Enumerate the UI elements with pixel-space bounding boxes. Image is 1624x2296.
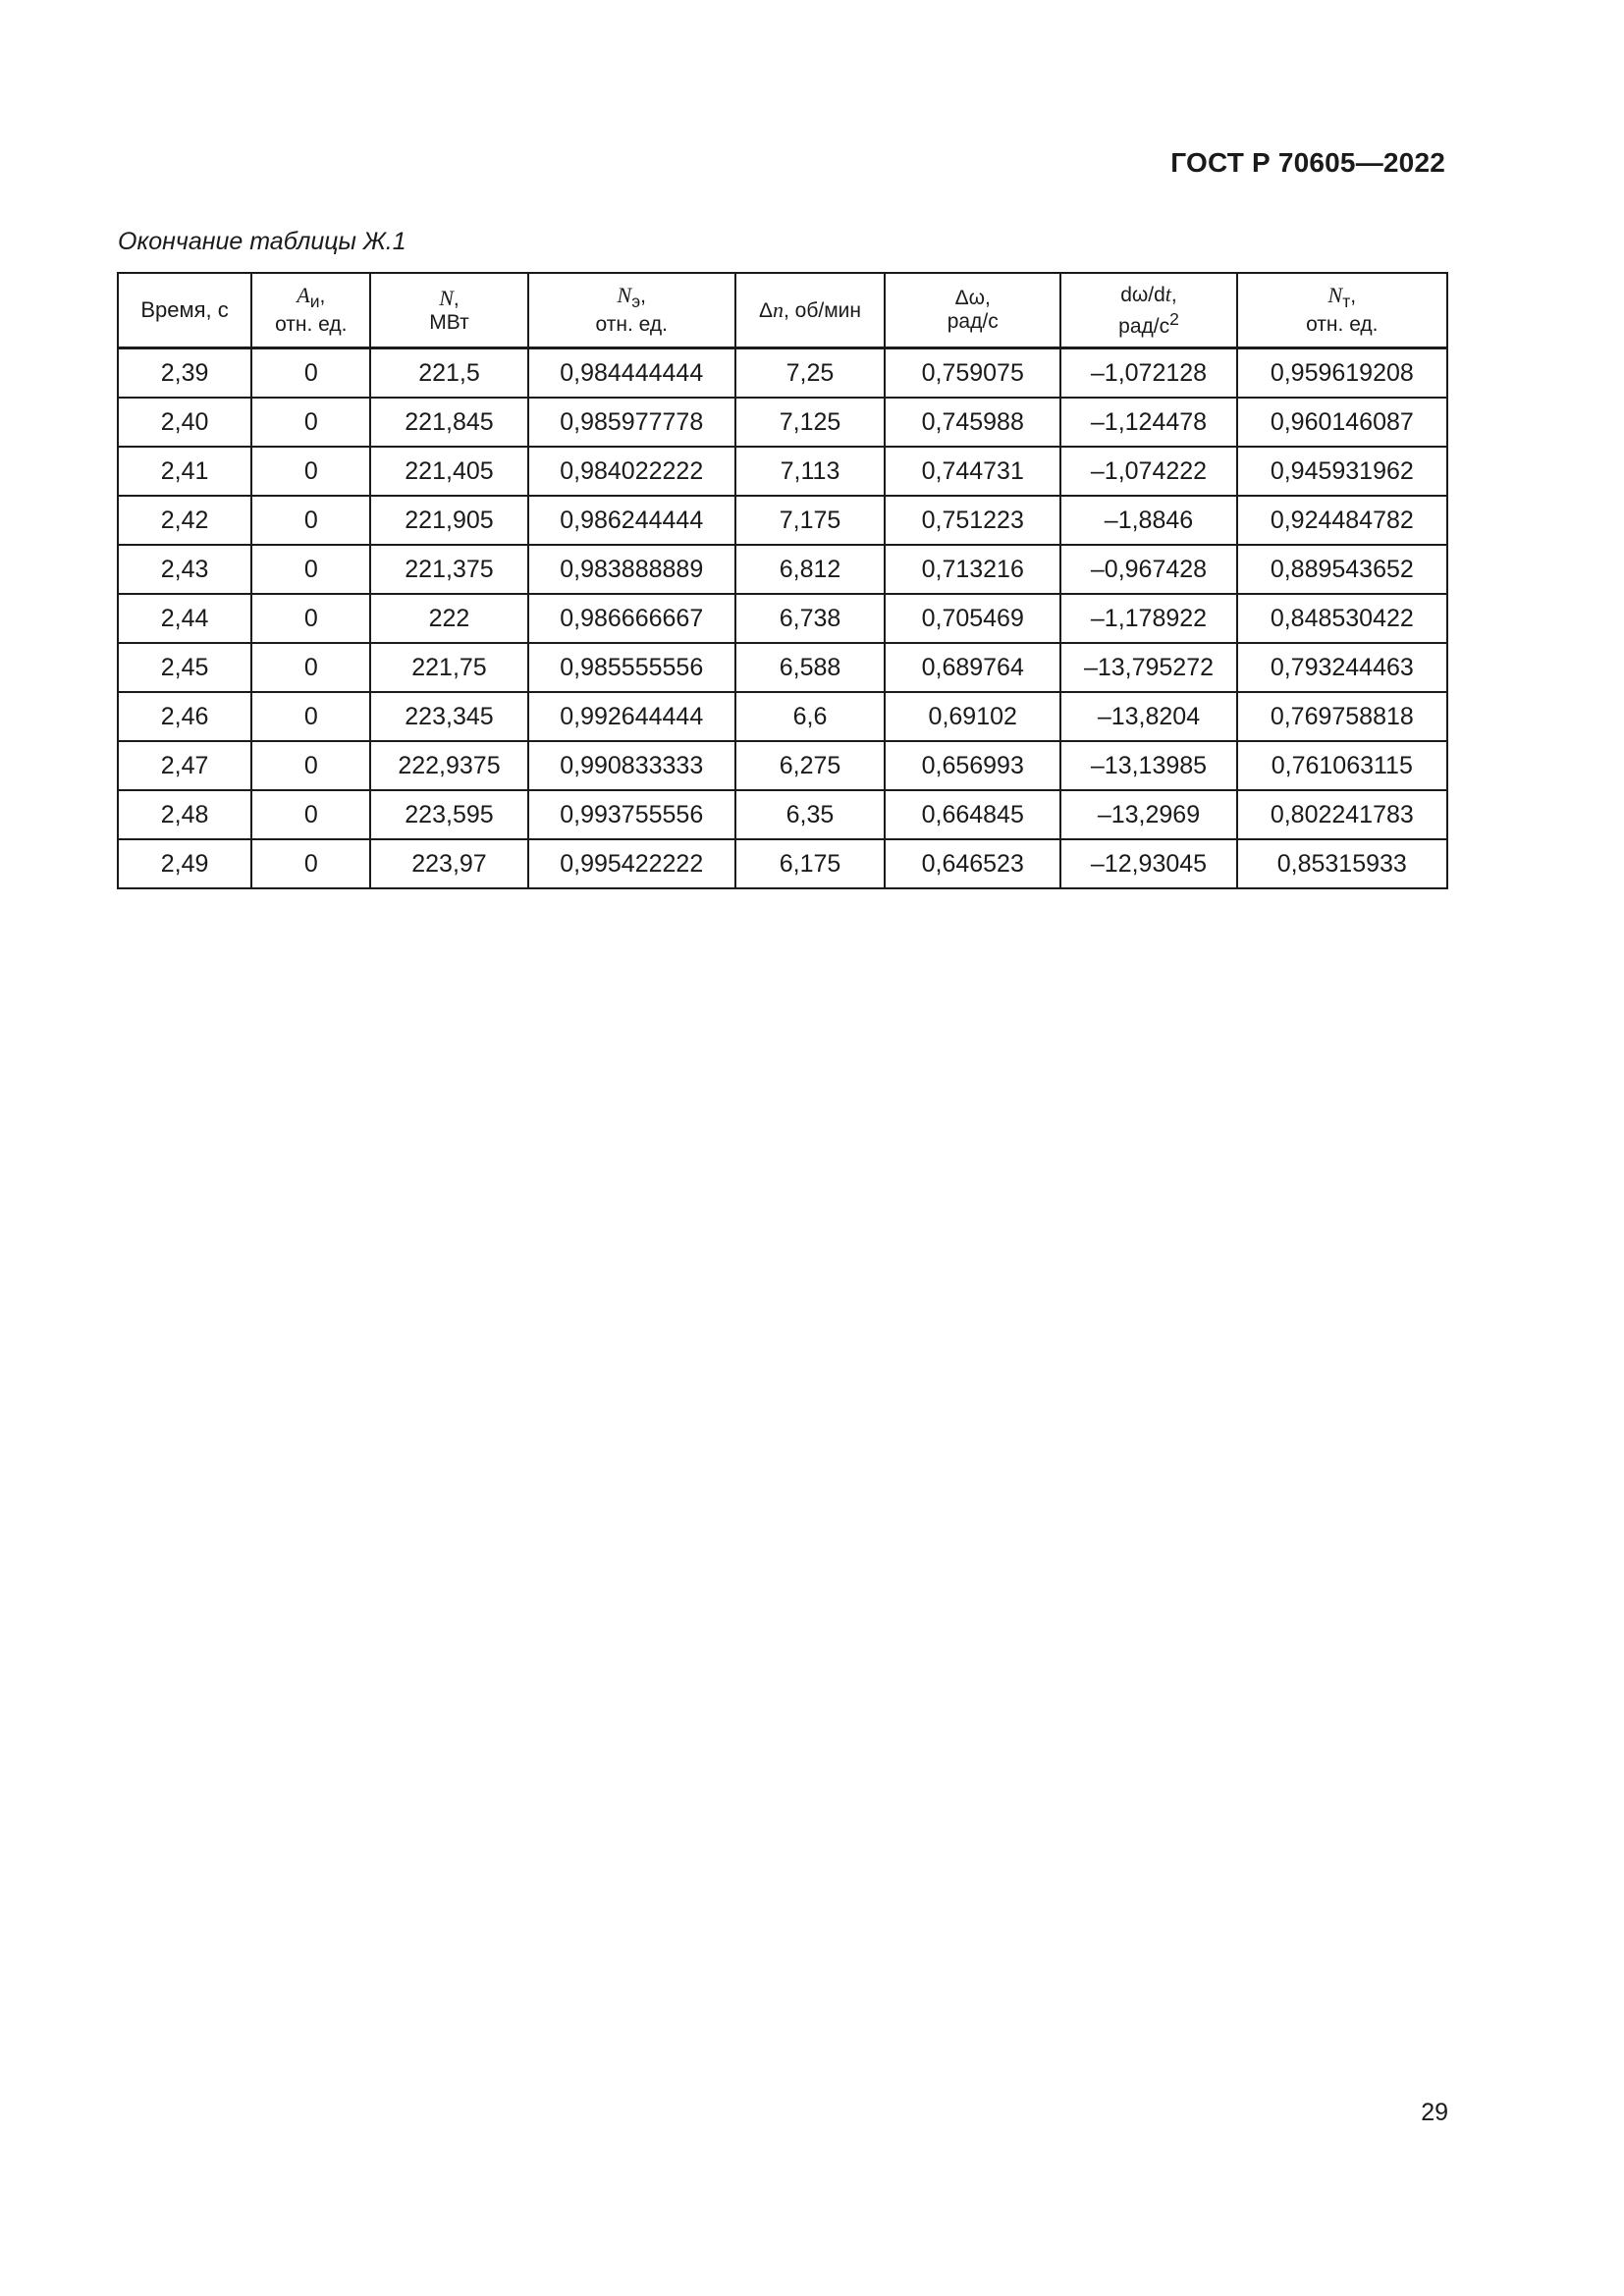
col-header-n-t (1237, 273, 1447, 348)
col-header-a-i-symbol: A (297, 282, 310, 307)
table-cell: 0 (251, 692, 370, 741)
table-cell: 0 (251, 790, 370, 839)
table-cell: 2,41 (118, 447, 251, 496)
table-row (118, 398, 1447, 447)
table-cell: 2,40 (118, 398, 251, 447)
table-cell: 222,9375 (370, 741, 527, 790)
table-cell: 0,69102 (885, 692, 1060, 741)
col-header-a-i-sep: , (319, 284, 326, 307)
table-cell: 0 (251, 839, 370, 888)
table-cell: 0,993755556 (528, 790, 735, 839)
col-header-delta-omega (885, 273, 1060, 348)
table-row (118, 790, 1447, 839)
table-cell: 6,588 (735, 643, 885, 692)
table-cell: 0,802241783 (1237, 790, 1447, 839)
table-cell: 6,812 (735, 545, 885, 594)
table-row (118, 692, 1447, 741)
table-cell: 0,759075 (885, 348, 1060, 399)
table-cell: 221,405 (370, 447, 527, 496)
table-row (118, 594, 1447, 643)
table-cell: 0,960146087 (1237, 398, 1447, 447)
table-cell: 7,113 (735, 447, 885, 496)
table-cell: 2,46 (118, 692, 251, 741)
table-row (118, 839, 1447, 888)
col-header-n (370, 273, 527, 348)
table-cell: 7,125 (735, 398, 885, 447)
col-header-domega-dt-sup: 2 (1169, 308, 1179, 329)
col-header-n-sep: , (453, 287, 460, 310)
col-header-n-e-symbol: N (617, 282, 632, 307)
col-header-delta-n-unit: , об/мин (784, 298, 861, 322)
table-cell: 0,664845 (885, 790, 1060, 839)
col-header-time (118, 273, 251, 348)
table-cell: –0,967428 (1060, 545, 1236, 594)
table-cell: 0 (251, 545, 370, 594)
table-cell: 0,995422222 (528, 839, 735, 888)
col-header-n-e-sep: , (640, 284, 646, 307)
col-header-delta-omega-symbol: Δω, (954, 287, 991, 309)
table-cell: 2,47 (118, 741, 251, 790)
col-header-time-label: Время, с (140, 297, 229, 322)
data-table (117, 272, 1448, 889)
col-header-n-e-unit: отн. ед. (595, 313, 668, 337)
table-cell: 0 (251, 447, 370, 496)
table-cell: –13,13985 (1060, 741, 1236, 790)
col-header-n-e-sub: э (631, 292, 641, 312)
table-cell: 221,5 (370, 348, 527, 399)
table-cell: 0,793244463 (1237, 643, 1447, 692)
col-header-a-i-sub: и (309, 292, 320, 312)
table-cell: 0,992644444 (528, 692, 735, 741)
table-cell: 2,48 (118, 790, 251, 839)
table-cell: 0,751223 (885, 496, 1060, 545)
col-header-a-i-unit: отн. ед. (275, 313, 348, 337)
table-cell: 0,85315933 (1237, 839, 1447, 888)
table-cell: 221,905 (370, 496, 527, 545)
table-cell: 6,35 (735, 790, 885, 839)
table-cell: –12,93045 (1060, 839, 1236, 888)
table-cell: 6,738 (735, 594, 885, 643)
table-cell: 0,744731 (885, 447, 1060, 496)
table-cell: 2,39 (118, 348, 251, 399)
table-row (118, 447, 1447, 496)
table-body (118, 348, 1447, 889)
table-cell: –13,795272 (1060, 643, 1236, 692)
table-cell: 0,959619208 (1237, 348, 1447, 399)
table-cell: 0,745988 (885, 398, 1060, 447)
table-cell: –1,124478 (1060, 398, 1236, 447)
table-cell: 0,761063115 (1237, 741, 1447, 790)
table-cell: 0,889543652 (1237, 545, 1447, 594)
table-cell: 0,986244444 (528, 496, 735, 545)
table-cell: 0,705469 (885, 594, 1060, 643)
table-row (118, 348, 1447, 399)
table-cell: 0,990833333 (528, 741, 735, 790)
table-cell: 6,175 (735, 839, 885, 888)
col-header-delta-n (735, 273, 885, 348)
table-cell: 221,845 (370, 398, 527, 447)
col-header-domega-dt (1060, 273, 1236, 348)
table-cell: 0,689764 (885, 643, 1060, 692)
table-cell: 0 (251, 398, 370, 447)
col-header-n-t-sep: , (1350, 284, 1357, 307)
table-cell: 0,983888889 (528, 545, 735, 594)
table-cell: 221,375 (370, 545, 527, 594)
col-header-n-t-symbol: N (1327, 282, 1343, 307)
table-cell: 2,49 (118, 839, 251, 888)
table-cell: 221,75 (370, 643, 527, 692)
col-header-a-i (251, 273, 370, 348)
table-cell: 0 (251, 348, 370, 399)
table-cell: 0,848530422 (1237, 594, 1447, 643)
col-header-delta-n-prefix: Δ (758, 298, 774, 322)
table-cell: 222 (370, 594, 527, 643)
table-cell: 0 (251, 741, 370, 790)
col-header-domega-dt-symbol: t (1164, 281, 1171, 306)
table-cell: 2,42 (118, 496, 251, 545)
table-cell: 0,985555556 (528, 643, 735, 692)
table-cell: 6,275 (735, 741, 885, 790)
col-header-n-e (528, 273, 735, 348)
table-cell: –1,178922 (1060, 594, 1236, 643)
table-cell: 2,45 (118, 643, 251, 692)
table-cell: –13,2969 (1060, 790, 1236, 839)
table-cell: 0,985977778 (528, 398, 735, 447)
table-row (118, 496, 1447, 545)
col-header-domega-dt-unit: рад/с (1118, 314, 1170, 338)
table-cell: 223,595 (370, 790, 527, 839)
table-cell: 0,984444444 (528, 348, 735, 399)
table-cell: 0,646523 (885, 839, 1060, 888)
table-cell: 0 (251, 594, 370, 643)
table-cell: 0,945931962 (1237, 447, 1447, 496)
table-cell: 223,345 (370, 692, 527, 741)
table-cell: –1,8846 (1060, 496, 1236, 545)
table-cell: 0 (251, 496, 370, 545)
col-header-n-t-sub: т (1342, 292, 1351, 312)
table-row (118, 741, 1447, 790)
table-cell: –13,8204 (1060, 692, 1236, 741)
table-cell: 7,25 (735, 348, 885, 399)
table-cell: –1,074222 (1060, 447, 1236, 496)
col-header-n-t-unit: отн. ед. (1306, 313, 1379, 337)
table-cell: –1,072128 (1060, 348, 1236, 399)
table-cell: 0,986666667 (528, 594, 735, 643)
col-header-domega-dt-prefix: dω/d (1120, 283, 1165, 306)
col-header-n-symbol: N (439, 285, 454, 310)
col-header-delta-n-symbol: n (773, 296, 785, 322)
col-header-delta-omega-unit: рад/с (947, 310, 999, 333)
table-header-row (118, 273, 1447, 348)
table-cell: 0,924484782 (1237, 496, 1447, 545)
table-cell: 0,656993 (885, 741, 1060, 790)
table-cell: 2,44 (118, 594, 251, 643)
table-cell: 223,97 (370, 839, 527, 888)
table-cell: 2,43 (118, 545, 251, 594)
table-cell: 0,769758818 (1237, 692, 1447, 741)
table-row (118, 643, 1447, 692)
table-caption: Окончание таблицы Ж.1 (118, 228, 406, 255)
col-header-domega-dt-sep: , (1170, 283, 1177, 306)
table-cell: 6,6 (735, 692, 885, 741)
table-cell: 0,984022222 (528, 447, 735, 496)
table-cell: 0 (251, 643, 370, 692)
page-number: 29 (1421, 2099, 1448, 2126)
table-cell: 7,175 (735, 496, 885, 545)
table-cell: 0,713216 (885, 545, 1060, 594)
table-row (118, 545, 1447, 594)
document-code: ГОСТ Р 70605—2022 (1170, 147, 1445, 178)
col-header-n-unit: МВт (429, 310, 469, 334)
